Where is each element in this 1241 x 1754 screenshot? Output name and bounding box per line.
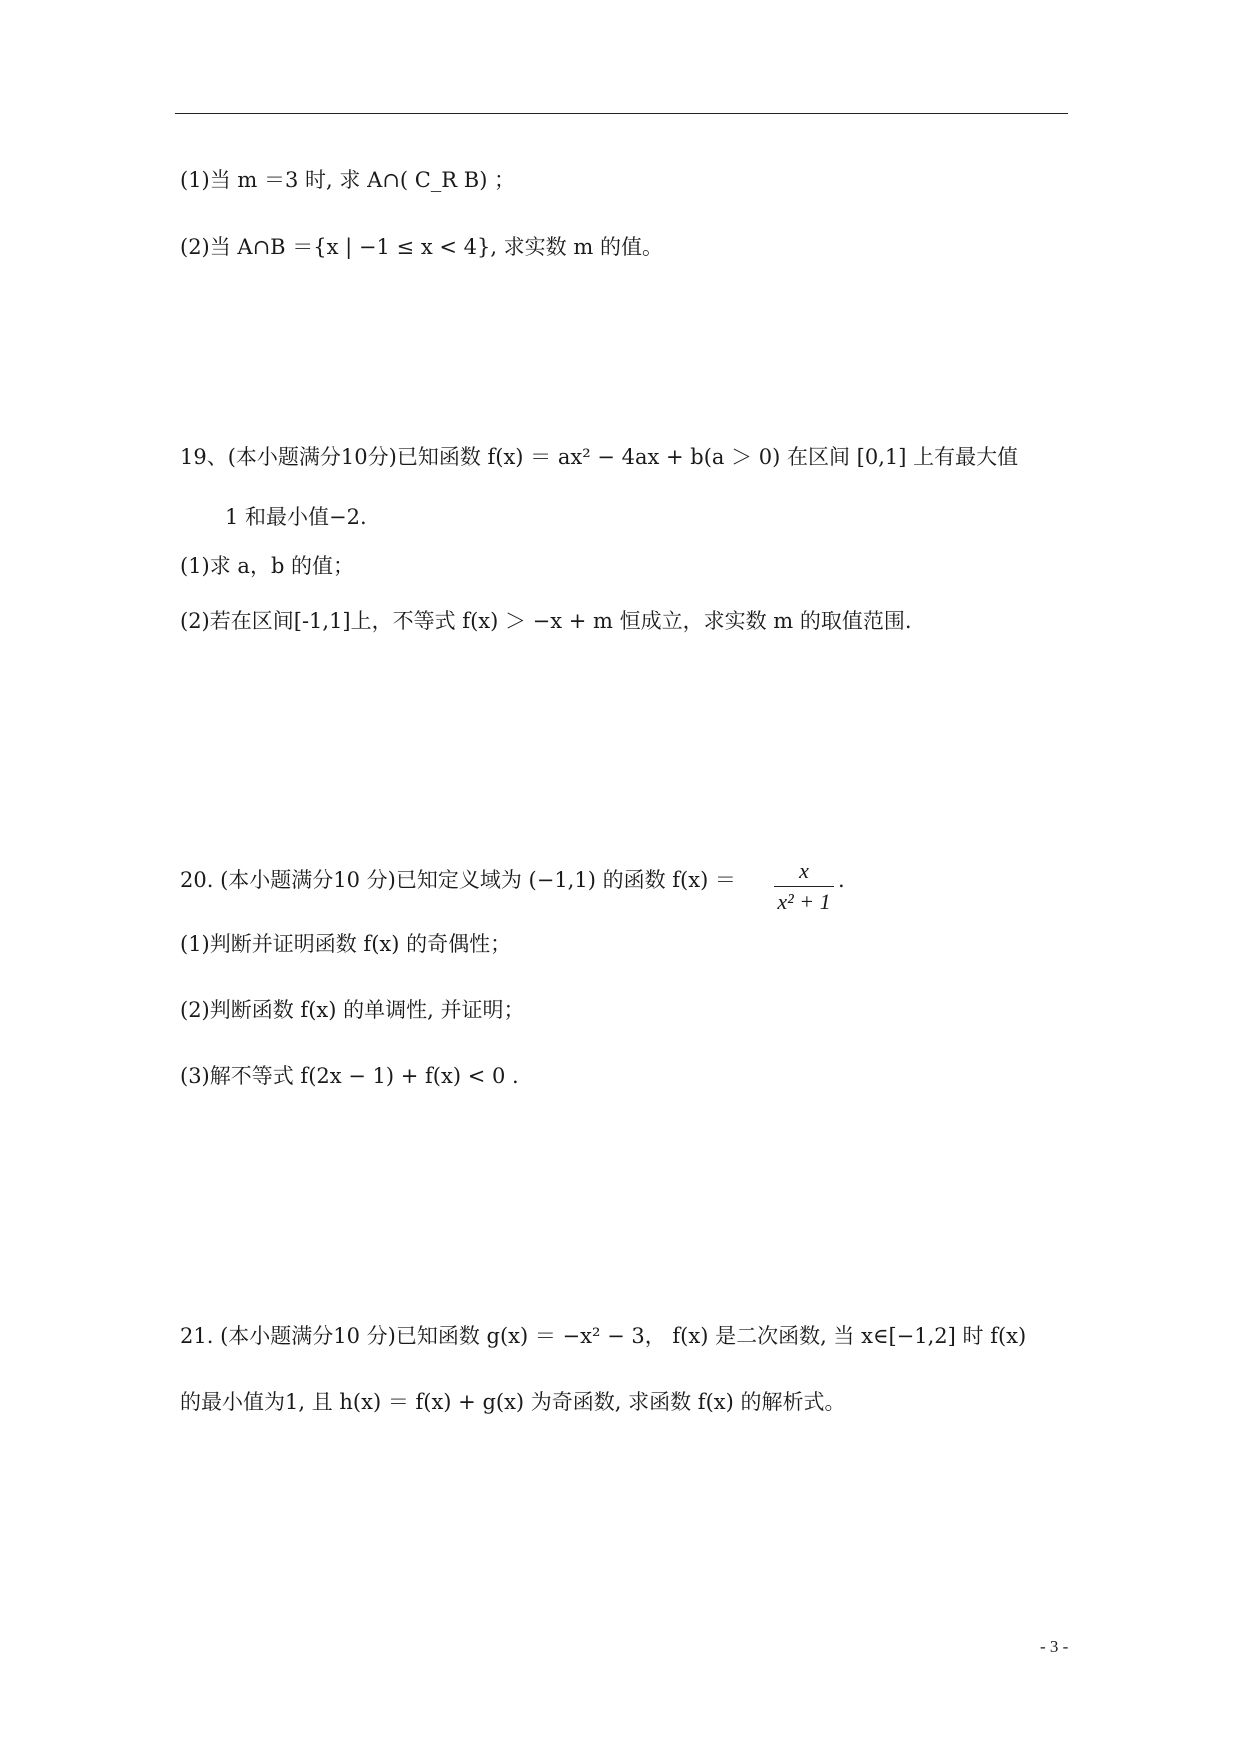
fraction-bar xyxy=(774,886,834,887)
q19-statement-cont: 1 和最小值−2. xyxy=(225,505,367,529)
header-rule xyxy=(175,113,1068,114)
q20-part-2: (2)判断函数 f(x) 的单调性, 并证明； xyxy=(180,998,525,1022)
q20-fraction xyxy=(774,858,834,915)
q21-statement: 21. (本小题满分10 分)已知函数 g(x) ＝ −x² − 3， f(x) 是二次函数, 当 x∈[−1,2] 时 f(x) xyxy=(180,1324,1027,1348)
q21-statement-cont: 的最小值为1, 且 h(x) ＝ f(x) + g(x) 为奇函数, 求函数 f(x) 的解析式。 xyxy=(180,1390,846,1414)
q20-part-1: (1)判断并证明函数 f(x) 的奇偶性； xyxy=(180,932,512,956)
q18-part-2: (2)当 A∩B ＝{x | −1 ≤ x < 4}, 求实数 m 的值。 xyxy=(180,235,663,259)
fraction-denominator: x² + 1 xyxy=(777,889,831,914)
q19-statement: 19、(本小题满分10分)已知函数 f(x) ＝ ax² − 4ax + b(a ＞ 0) 在区间 [0,1] 上有最大值 xyxy=(180,445,1019,469)
q20-part-3: (3)解不等式 f(2x − 1) + f(x) < 0 . xyxy=(180,1064,519,1088)
q19-part-2: (2)若在区间[-1,1]上，不等式 f(x) ＞ −x + m 恒成立，求实数 m 的取值范围. xyxy=(180,609,912,633)
q19-part-1: (1)求 a，b 的值； xyxy=(180,554,355,578)
q20-statement: 20. (本小题满分10 分)已知定义域为 (−1,1) 的函数 f(x) ＝ xyxy=(180,868,736,892)
page-number: - 3 - xyxy=(1040,1637,1069,1656)
fraction-numerator: x xyxy=(799,858,809,883)
q20-statement-end: . xyxy=(838,868,845,892)
q18-part-1: (1)当 m ＝3 时, 求 A∩( C_R B) ； xyxy=(180,168,516,192)
